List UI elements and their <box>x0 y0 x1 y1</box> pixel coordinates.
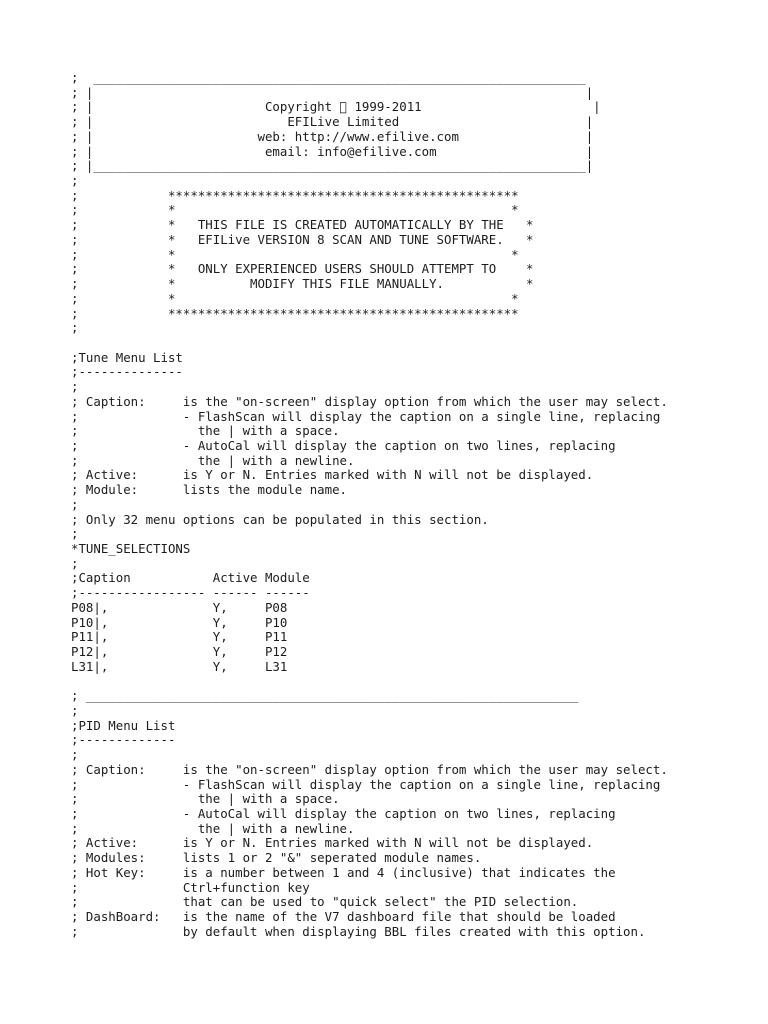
document-line: ; * EFILive VERSION 8 SCAN AND TUNE SOFTWARE. * <box>71 231 534 247</box>
document-line: ; <box>71 173 79 189</box>
document-line: ; | EFILive Limited | <box>71 114 594 130</box>
document-text <box>71 71 668 939</box>
document-line: ;----------------- ------ ------ <box>71 585 310 601</box>
document-line: ; - AutoCal will display the caption on two lines, replacing <box>71 805 616 821</box>
document-line: ; | web: http://www.efilive.com | <box>71 128 594 144</box>
document-line: ; __________________________________________________________________ <box>71 70 586 85</box>
document-line: ; by default when displaying BBL files created with this option. <box>71 923 646 939</box>
document-line: ; |__________________________________________________________________| <box>71 158 594 174</box>
document-line: ;------------- <box>71 732 176 748</box>
document-line: ; * MODIFY THIS FILE MANUALLY. * <box>71 276 534 292</box>
document-line: ;Tune Menu List <box>71 349 183 365</box>
document-line: ; <box>71 555 79 571</box>
document-line: ; __________________________________________________________________ <box>71 688 579 704</box>
document-line: P11|, Y, P11 <box>71 629 288 645</box>
document-line: ; <box>71 526 79 542</box>
document-line: P08|, Y, P08 <box>71 599 288 615</box>
document-line: ; the | with a newline. <box>71 452 355 468</box>
document-line: ; Modules: lists 1 or 2 "&" seperated module names. <box>71 850 482 866</box>
document-line: ; Active: is Y or N. Entries marked with N will not be displayed. <box>71 835 594 851</box>
document-line: ; * * <box>71 246 519 262</box>
document-line: ; | Copyright   1999-2011 | <box>71 99 601 115</box>
document-line: ; | | <box>71 84 594 100</box>
document-line: ;-------------- <box>71 364 183 380</box>
document-line: ; Module: lists the module name. <box>71 482 348 498</box>
document-line <box>71 336 668 351</box>
document-line: ; * * <box>71 202 519 218</box>
document-line: ; that can be used to "quick select" the PID selection. <box>71 894 579 910</box>
document-line: L31|, Y, L31 <box>71 658 288 674</box>
document-line: ; Caption: is the "on-screen" display option from which the user may select. <box>71 393 668 409</box>
document-line: ; the | with a space. <box>71 423 340 439</box>
document-line: ; * THIS FILE IS CREATED AUTOMATICALLY BY THE * <box>71 217 534 233</box>
document-line: ; Ctrl+function key <box>71 879 310 895</box>
document-line: ; Caption: is the "on-screen" display option from which the user may select. <box>71 761 668 777</box>
document-line: ; - FlashScan will display the caption on a single line, replacing <box>71 776 661 792</box>
document-line: P12|, Y, P12 <box>71 644 288 660</box>
document-line: ; - AutoCal will display the caption on two lines, replacing <box>71 437 616 453</box>
document-line: ; the | with a newline. <box>71 820 355 836</box>
document-line: ; DashBoard: is the name of the V7 dashboard file that should be loaded <box>71 908 616 924</box>
document-line: ; *********************************************** <box>71 187 519 203</box>
document-line: ; Hot Key: is a number between 1 and 4 (inclusive) that indicates the <box>71 864 616 880</box>
document-line: ; <box>71 702 79 718</box>
document-line: ; <box>71 379 79 395</box>
document-line: ; *********************************************** <box>71 305 519 321</box>
document-line: ; Only 32 menu options can be populated in this section. <box>71 511 489 527</box>
document-line <box>71 674 668 689</box>
document-line: ; <box>71 747 79 763</box>
document-line: ; <box>71 320 79 336</box>
document-line: ; <box>71 496 79 512</box>
document-line: ; - FlashScan will display the caption on a single line, replacing <box>71 408 661 424</box>
document-line: ; * * <box>71 290 519 306</box>
document-line: ; Active: is Y or N. Entries marked with N will not be displayed. <box>71 467 594 483</box>
document-line: *TUNE_SELECTIONS <box>71 541 191 556</box>
document-line: ; * ONLY EXPERIENCED USERS SHOULD ATTEMPT TO * <box>71 261 534 277</box>
document-line: ; the | with a space. <box>71 791 340 807</box>
document-line: ; | email: info@efilive.com | <box>71 143 594 159</box>
document-line: ;PID Menu List <box>71 717 176 733</box>
document-line: P10|, Y, P10 <box>71 614 288 630</box>
document-line: ;Caption Active Module <box>71 570 310 586</box>
